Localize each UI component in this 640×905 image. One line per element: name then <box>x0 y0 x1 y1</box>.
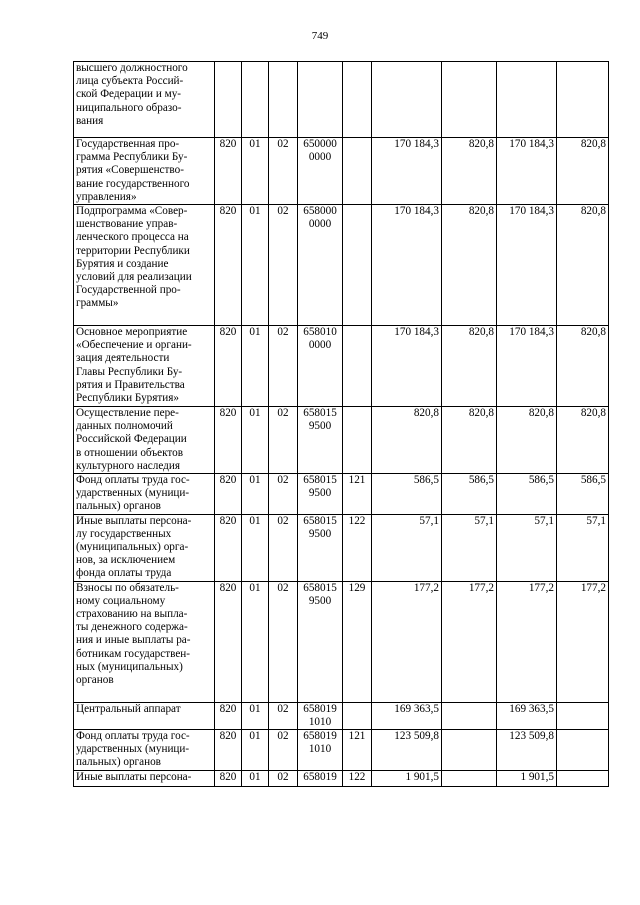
row-name-line: ных (муниципальных) <box>76 660 183 673</box>
subsection-code: 02 <box>269 730 298 771</box>
expense-type-code: 129 <box>343 581 372 702</box>
table-row <box>74 514 609 581</box>
row-name-line: управления» <box>76 190 137 203</box>
row-name-line: Осуществление пере- <box>76 407 179 420</box>
row-name <box>74 581 215 702</box>
row-name-line: лица субъекта Россий- <box>76 75 184 88</box>
amount-total-year2: 170 184,3 <box>497 205 557 326</box>
row-name <box>74 474 215 515</box>
row-name-line: вания <box>76 114 104 127</box>
row-name-line: ботникам государствен- <box>76 647 190 660</box>
section-code <box>242 62 269 138</box>
row-name-line: рятия «Совершенство- <box>76 164 184 177</box>
row-name-line: Бурятия и создание <box>76 257 169 270</box>
row-name-line: Фонд оплаты труда гос- <box>76 474 190 487</box>
page-number: 749 <box>311 30 329 42</box>
row-name <box>74 702 215 729</box>
section-code: 01 <box>242 205 269 326</box>
amount-total-year1: 820,8 <box>372 407 442 474</box>
target-article-code: 658015 9500 <box>298 514 343 581</box>
amount-total-year1: 123 509,8 <box>372 730 442 771</box>
expense-type-code <box>343 326 372 407</box>
row-name-line: ударственных (муници- <box>76 743 190 756</box>
ved-code: 820 <box>215 730 242 771</box>
section-code: 01 <box>242 730 269 771</box>
section-code: 01 <box>242 770 269 786</box>
row-name <box>74 770 215 786</box>
target-article-code: 658000 0000 <box>298 205 343 326</box>
row-name-line: Российской Федерации <box>76 433 187 446</box>
amount-federal-year2 <box>557 702 609 729</box>
row-name-line: культурного наследия <box>76 459 180 472</box>
section-code: 01 <box>242 326 269 407</box>
expense-type-code: 121 <box>343 730 372 771</box>
amount-total-year1: 586,5 <box>372 474 442 515</box>
row-name-line: Взносы по обязатель- <box>76 581 179 594</box>
row-name-line: рятия и Правительства <box>76 378 185 391</box>
ved-code: 820 <box>215 581 242 702</box>
table-row <box>74 474 609 515</box>
row-name-line: страхованию на выпла- <box>76 608 188 621</box>
table-row <box>74 138 609 205</box>
amount-total-year2 <box>497 62 557 138</box>
amount-federal-year2 <box>557 770 609 786</box>
subsection-code: 02 <box>269 138 298 205</box>
ved-code: 820 <box>215 474 242 515</box>
row-name <box>74 205 215 326</box>
row-name-line: Центральный аппарат <box>76 702 181 715</box>
amount-total-year2: 177,2 <box>497 581 557 702</box>
row-name <box>74 62 215 138</box>
row-name-line: нов, за исключением <box>76 554 176 567</box>
expense-type-code <box>343 702 372 729</box>
target-article-code: 658015 9500 <box>298 407 343 474</box>
target-article-code: 658015 9500 <box>298 474 343 515</box>
amount-federal-year1: 820,8 <box>442 326 497 407</box>
row-name-line: ленческого процесса на <box>76 231 189 244</box>
row-name-line: Государственная про- <box>76 138 180 150</box>
row-name-line: Государственной про- <box>76 284 181 297</box>
target-article-code: 658019 1010 <box>298 730 343 771</box>
expense-type-code: 121 <box>343 474 372 515</box>
target-article-code: 658015 9500 <box>298 581 343 702</box>
amount-federal-year1: 586,5 <box>442 474 497 515</box>
target-article-code: 658010 0000 <box>298 326 343 407</box>
row-name-line: грамма Республики Бу- <box>76 151 188 164</box>
amount-total-year1: 170 184,3 <box>372 205 442 326</box>
ved-code: 820 <box>215 138 242 205</box>
ved-code: 820 <box>215 407 242 474</box>
row-name-line: ты денежного содержа- <box>76 621 188 634</box>
table-row <box>74 407 609 474</box>
section-code: 01 <box>242 581 269 702</box>
row-name-line: фонда оплаты труда <box>76 567 172 580</box>
ved-code <box>215 62 242 138</box>
table-row <box>74 326 609 407</box>
amount-total-year2: 170 184,3 <box>497 326 557 407</box>
section-code: 01 <box>242 407 269 474</box>
row-name-line: Фонд оплаты труда гос- <box>76 730 190 743</box>
subsection-code: 02 <box>269 514 298 581</box>
expense-type-code: 122 <box>343 770 372 786</box>
budget-table <box>73 61 609 787</box>
amount-total-year2: 123 509,8 <box>497 730 557 771</box>
ved-code: 820 <box>215 514 242 581</box>
row-name-line: Основное мероприятие <box>76 326 188 339</box>
row-name-line: высшего должностного <box>76 62 188 74</box>
amount-total-year2: 57,1 <box>497 514 557 581</box>
table-row <box>74 770 609 786</box>
row-name-line: Иные выплаты персона- <box>76 770 192 783</box>
amount-total-year1: 169 363,5 <box>372 702 442 729</box>
expense-type-code <box>343 205 372 326</box>
amount-total-year1 <box>372 62 442 138</box>
ved-code: 820 <box>215 205 242 326</box>
amount-total-year2: 1 901,5 <box>497 770 557 786</box>
amount-total-year1: 57,1 <box>372 514 442 581</box>
row-name-line: «Обеспечение и органи- <box>76 339 192 352</box>
amount-total-year2: 820,8 <box>497 407 557 474</box>
target-article-code: 658019 1010 <box>298 702 343 729</box>
amount-total-year1: 170 184,3 <box>372 326 442 407</box>
table-row <box>74 702 609 729</box>
row-name <box>74 407 215 474</box>
row-name-line: зация деятельности <box>76 352 170 365</box>
section-code: 01 <box>242 138 269 205</box>
amount-total-year2: 169 363,5 <box>497 702 557 729</box>
subsection-code <box>269 62 298 138</box>
amount-total-year2: 170 184,3 <box>497 138 557 205</box>
subsection-code: 02 <box>269 474 298 515</box>
row-name-line: (муниципальных) орга- <box>76 541 189 554</box>
row-name <box>74 326 215 407</box>
amount-federal-year2: 57,1 <box>557 514 609 581</box>
table-row <box>74 730 609 771</box>
subsection-code: 02 <box>269 205 298 326</box>
amount-federal-year1 <box>442 702 497 729</box>
row-name-line: лу государственных <box>76 527 172 540</box>
amount-federal-year2 <box>557 730 609 771</box>
row-name <box>74 138 215 205</box>
target-article-code: 650000 0000 <box>298 138 343 205</box>
row-name-line: пальных) органов <box>76 500 161 513</box>
subsection-code: 02 <box>269 581 298 702</box>
target-article-code: 658019 <box>298 770 343 786</box>
table-row <box>74 205 609 326</box>
row-name-line: ударственных (муници- <box>76 487 190 500</box>
amount-federal-year1 <box>442 730 497 771</box>
expense-type-code <box>343 407 372 474</box>
section-code: 01 <box>242 474 269 515</box>
row-name-line: ния и иные выплаты ра- <box>76 634 191 647</box>
row-name-line: Иные выплаты персона- <box>76 514 192 527</box>
amount-federal-year2: 820,8 <box>557 407 609 474</box>
row-name-line: граммы» <box>76 297 119 310</box>
row-name-line: данных полномочий <box>76 420 173 433</box>
subsection-code: 02 <box>269 770 298 786</box>
row-name-line: органов <box>76 674 114 687</box>
amount-federal-year2: 820,8 <box>557 326 609 407</box>
row-name-line: условий для реализации <box>76 271 192 284</box>
row-name-line: шенствование управ- <box>76 218 178 231</box>
row-name <box>74 730 215 771</box>
row-name-line: Подпрограмма «Совер- <box>76 205 188 218</box>
subsection-code: 02 <box>269 702 298 729</box>
amount-federal-year1: 820,8 <box>442 138 497 205</box>
amount-federal-year1 <box>442 770 497 786</box>
amount-federal-year1: 177,2 <box>442 581 497 702</box>
ved-code: 820 <box>215 770 242 786</box>
amount-total-year2: 586,5 <box>497 474 557 515</box>
subsection-code: 02 <box>269 407 298 474</box>
amount-total-year1: 177,2 <box>372 581 442 702</box>
row-name-line: Главы Республики Бу- <box>76 365 183 378</box>
amount-federal-year2 <box>557 62 609 138</box>
row-name <box>74 514 215 581</box>
table-row <box>74 62 609 138</box>
table-row <box>74 581 609 702</box>
row-name-line: Республики Бурятия» <box>76 392 180 405</box>
ved-code: 820 <box>215 702 242 729</box>
expense-type-code <box>343 138 372 205</box>
section-code: 01 <box>242 702 269 729</box>
row-name-line: территории Республики <box>76 244 190 257</box>
row-name-line: пальных) органов <box>76 756 161 769</box>
amount-federal-year1: 57,1 <box>442 514 497 581</box>
target-article-code <box>298 62 343 138</box>
row-name-line: в отношении объектов <box>76 446 183 459</box>
amount-federal-year2: 177,2 <box>557 581 609 702</box>
row-name-line: ному социальному <box>76 594 166 607</box>
amount-federal-year2: 820,8 <box>557 138 609 205</box>
section-code: 01 <box>242 514 269 581</box>
row-name-line: вание государственного <box>76 177 190 190</box>
amount-federal-year1: 820,8 <box>442 407 497 474</box>
amount-total-year1: 1 901,5 <box>372 770 442 786</box>
expense-type-code <box>343 62 372 138</box>
amount-federal-year1: 820,8 <box>442 205 497 326</box>
amount-federal-year2: 586,5 <box>557 474 609 515</box>
expense-type-code: 122 <box>343 514 372 581</box>
subsection-code: 02 <box>269 326 298 407</box>
ved-code: 820 <box>215 326 242 407</box>
amount-federal-year2: 820,8 <box>557 205 609 326</box>
row-name-line: ской Федерации и му- <box>76 88 182 101</box>
amount-federal-year1 <box>442 62 497 138</box>
amount-total-year1: 170 184,3 <box>372 138 442 205</box>
row-name-line: ниципального образо- <box>76 101 182 114</box>
